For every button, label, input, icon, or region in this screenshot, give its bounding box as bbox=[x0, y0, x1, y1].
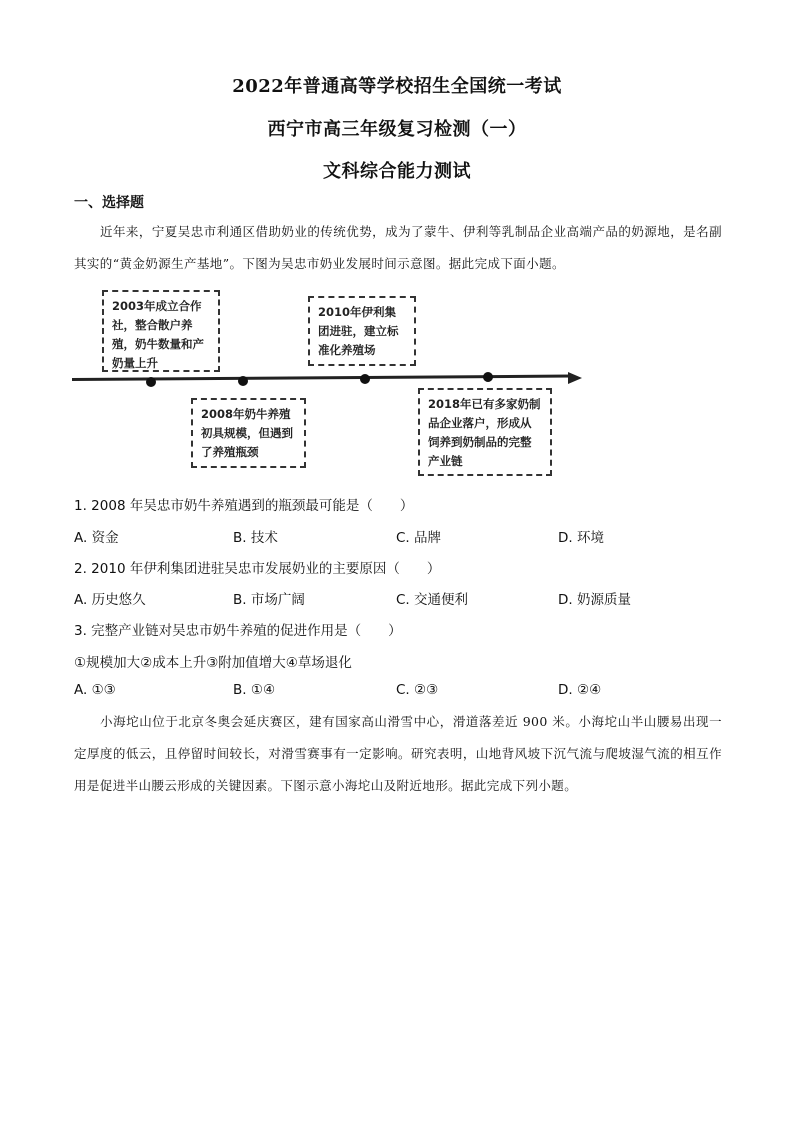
question-3-statement: ①规模加大②成本上升③附加值增大④草场退化 bbox=[74, 655, 352, 671]
question-1-option-a[interactable]: A. 资金 bbox=[74, 530, 119, 546]
timeline-dot-2018 bbox=[483, 372, 493, 382]
question-2-stem: 2. 2010 年伊利集团进驻吴忠市发展奶业的主要原因（ ） bbox=[74, 561, 441, 577]
timeline-event-2010: 2010年伊利集团进驻，建立标准化养殖场 bbox=[308, 296, 416, 366]
question-1-option-c[interactable]: C. 品牌 bbox=[396, 530, 442, 546]
question-1-option-d[interactable]: D. 环境 bbox=[558, 530, 604, 546]
question-3-option-c[interactable]: C. ②③ bbox=[396, 682, 439, 698]
question-3-option-b[interactable]: B. ①④ bbox=[233, 682, 276, 698]
timeline-event-2018: 2018年已有多家奶制品企业落户，形成从饲养到奶制品的完整产业链 bbox=[418, 388, 552, 476]
timeline-dot-2008 bbox=[238, 376, 248, 386]
passage-1: 近年来，宁夏吴忠市利通区借助奶业的传统优势，成为了蒙牛、伊利等乳制品企业高端产品的奶源地，是名副其实的“黄金奶源生产基地”。下图为吴忠市奶业发展时间示意图。据此完成下面小题。 bbox=[74, 224, 722, 271]
timeline-dot-2010 bbox=[360, 374, 370, 384]
question-3-option-a[interactable]: A. ①③ bbox=[74, 682, 116, 698]
section-heading: 一、选择题 bbox=[74, 195, 144, 211]
timeline-event-2008: 2008年奶牛养殖初具规模，但遇到了养殖瓶颈 bbox=[191, 398, 306, 468]
question-2-option-d[interactable]: D. 奶源质量 bbox=[558, 592, 631, 608]
exam-title-line2: 西宁市高三年级复习检测（一） bbox=[267, 119, 527, 140]
exam-title-line3: 文科综合能力测试 bbox=[323, 161, 471, 182]
timeline-dot-2003 bbox=[146, 377, 156, 387]
question-3-option-d[interactable]: D. ②④ bbox=[558, 682, 602, 698]
question-2-option-b[interactable]: B. 市场广阔 bbox=[233, 592, 305, 608]
question-2-option-c[interactable]: C. 交通便利 bbox=[396, 592, 469, 608]
exam-title-line1: 2022年普通高等学校招生全国统一考试 bbox=[232, 76, 562, 97]
question-1-stem: 1. 2008 年吴忠市奶牛养殖遇到的瓶颈最可能是（ ） bbox=[74, 498, 414, 514]
timeline-event-2003: 2003年成立合作社，整合散户养殖，奶牛数量和产奶量上升 bbox=[102, 290, 220, 372]
question-3-stem: 3. 完整产业链对吴忠市奶牛养殖的促进作用是（ ） bbox=[74, 623, 402, 639]
timeline-arrowhead bbox=[568, 372, 582, 384]
passage-2: 小海坨山位于北京冬奥会延庆赛区，建有国家高山滑雪中心，滑道落差近 900 米。小海坨山半山腰易出现一定厚度的低云，且停留时间较长，对滑雪赛事有一定影响。研究表明，山地背风坡下沉气流与爬坡湿气流的相互作用是促进半山腰云形成的关键因素。下图示意小海坨山及附近地形。据此完成下列小题。 bbox=[74, 714, 722, 793]
question-1-option-b[interactable]: B. 技术 bbox=[233, 530, 278, 546]
question-2-option-a[interactable]: A. 历史悠久 bbox=[74, 592, 146, 608]
